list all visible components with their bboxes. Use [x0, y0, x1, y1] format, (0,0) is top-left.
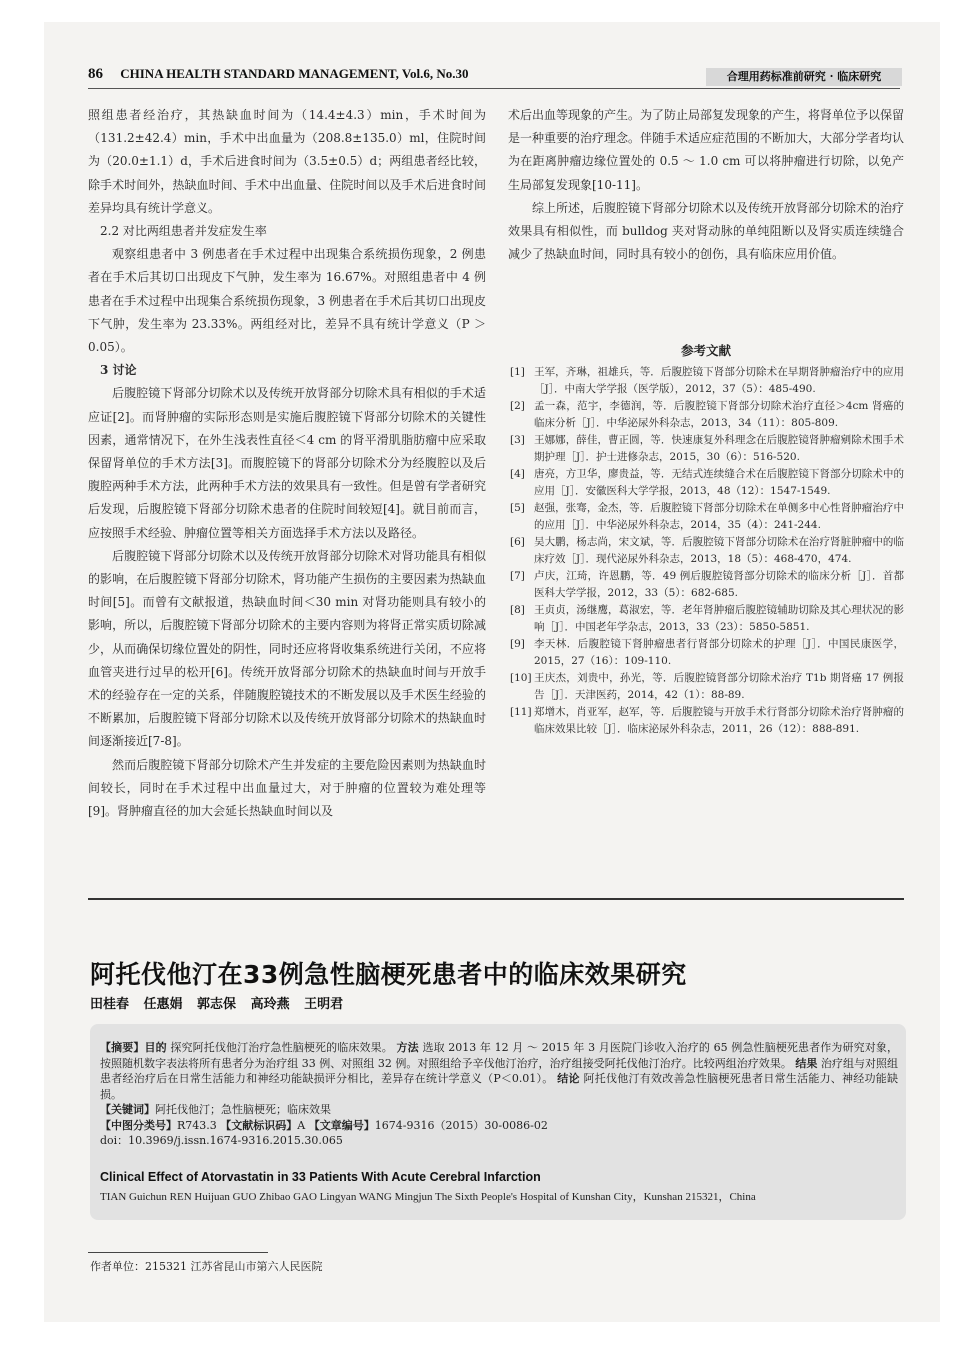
paragraph: 观察组患者中 3 例患者在手术过程中出现集合系统损伤现象，2 例患者在手术后其切口出现皮下气肿，发生率为 16.67%。对照组患者中 4 例患者在手术过程中出现集合系统损伤现象，3 例患者在手术后其切口出现皮下气肿，发生率为 23.33%。两组经对比，差异不具有统计学意义（P ＞ 0.05）。	[88, 247, 486, 355]
reference-text: 赵强，张骞，金杰，等．后腹腔镜下肾部分切除术在单侧多中心性肾肿瘤治疗中的应用［J］．中华泌尿外科杂志，2014，35（4）：241-244.	[534, 502, 904, 531]
article-number-label: 【文章编号】	[308, 1118, 375, 1132]
reference-item	[510, 466, 904, 500]
section-heading: 2.2 对比两组患者并发症发生率	[100, 224, 267, 239]
results-text: 治疗组与对照组患者经治疗后在日常生活能力和神经功能缺损评分相比，差异存在统计学意义（P＜0.01）。	[100, 1056, 899, 1085]
abstract-text	[100, 1040, 898, 1102]
running-header	[88, 66, 469, 83]
reference-text: 王娜娜，薛佳，曹正圆，等．快速康复外科理念在后腹腔镜肾肿瘤剜除术围手术期护理［J］．护士进修杂志，2015，30（6）：516-520.	[534, 434, 904, 463]
reference-number: [5]	[510, 502, 525, 514]
article-authors: 田桂春 任惠娟 郭志保 高玲燕 王明君	[90, 997, 344, 1012]
reference-number: [2]	[510, 400, 525, 412]
reference-number: [11]	[510, 706, 532, 718]
doc-code-label: 【文献标识码】	[220, 1118, 298, 1132]
classification	[100, 1118, 898, 1134]
results-label: 结果	[795, 1056, 818, 1070]
reference-text: 吴大鹏，杨志尚，宋文斌，等．后腹腔镜下肾部分切除术在治疗肾脏肿瘤中的临床疗效［J］．现代泌尿外科杂志，2013，18（5）：468-470，474.	[534, 536, 904, 565]
paragraph: 然而后腹腔镜下肾部分切除术产生并发症的主要危险因素则为热缺血时间较长，同时在手术过程中出血量过大，对于肿瘤的位置较为难处理等[9]。肾肿瘤直径的加大会延长热缺血时间以及	[88, 757, 486, 819]
conclusion-label: 结论	[557, 1072, 580, 1085]
left-column	[88, 104, 486, 823]
article-divider	[88, 898, 904, 900]
reference-number: [8]	[510, 604, 525, 616]
references-title: 参考文献	[680, 343, 731, 358]
keywords	[100, 1102, 898, 1118]
reference-item	[510, 670, 904, 704]
reference-item	[510, 432, 904, 466]
paragraph: 术后出血等现象的产生。为了防止局部复发现象的产生，将肾单位予以保留是一种重要的治疗理念。伴随手术适应症范围的不断加大，大部分学者均认为在距离肿瘤边缘位置处的 0.5 ～ 1.0 cm 可以将肿瘤进行切除，以免产生局部复发现象[10-11]。	[508, 108, 905, 192]
page-number: 86	[88, 66, 103, 82]
references-list	[510, 364, 904, 738]
reference-number: [1]	[510, 366, 525, 378]
paragraph: 后腹腔镜下肾部分切除术以及传统开放肾部分切除术对肾功能具有相似的影响，在后腹腔镜下肾部分切除术，肾功能产生损伤的主要因素为热缺血时间[5]。而曾有文献报道，热缺血时间＜30 min 对肾功能则具有较小的影响，所以，后腹腔镜下肾部分切除术的主要内容则为将肾正常实质切除减少，从而确保切缘位置处的阴性，同时还应将肾收集系统进行关闭，不应将血管夹进行过早的松开[6]。传统开放肾部分切除术的热缺血时间与开放手术的经验存在一定的关系，伴随腹腔镜技术的不断发展以及手术医生经验的不断累加，后腹腔镜下肾部分切除术以及传统开放肾部分切除术的热缺血时间逐渐接近[7-8]。	[88, 548, 486, 749]
reference-item	[510, 636, 904, 670]
objective-text: 探究阿托伐他汀治疗急性脑梗死的临床效果。	[170, 1041, 393, 1054]
reference-number: [6]	[510, 536, 525, 548]
keywords-text: 阿托伐他汀；急性脑梗死；临床效果	[155, 1103, 331, 1116]
paragraph: 后腹腔镜下肾部分切除术以及传统开放肾部分切除术具有相似的手术适应证[2]。而肾肿瘤的实际形态则是实施后腹腔镜下肾部分切除术的关键性因素，通常情况下，在外生浅表性直径＜4 cm 的肾平滑肌脂肪瘤中应采取保留肾单位的手术方法[3]。而腹腔镜下的肾部分切除术分为经腹腔以及后腹腔两种手术方法，此两种手术方法的效果具有一致性。但是曾有学者研究后发现，后腹腔镜下肾部分切除术患者的住院时间较短[4]。就目前而言，应按照手术经验、肿瘤位置等相关方面选择手术方法以及路径。	[88, 386, 486, 540]
section-tag: 合理用药标准前研究 · 临床研究	[706, 68, 902, 86]
journal-name: CHINA HEALTH STANDARD MANAGEMENT, Vol.6, No.30	[120, 66, 469, 81]
reference-item	[510, 602, 904, 636]
abstract-label: 【摘要】	[100, 1041, 145, 1054]
reference-number: [4]	[510, 468, 525, 480]
objective-label: 目的	[144, 1041, 167, 1054]
reference-item	[510, 500, 904, 534]
reference-item	[510, 364, 904, 398]
reference-item	[510, 398, 904, 432]
reference-number: [3]	[510, 434, 525, 446]
methods-label: 方法	[396, 1041, 419, 1054]
doc-code-value: A	[297, 1118, 306, 1132]
footnote-rule	[88, 1252, 268, 1253]
doi: doi：10.3969/j.issn.1674-9316.2015.30.065	[100, 1134, 343, 1147]
reference-text: 唐亮，方卫华，廖贵益，等．无结式连续缝合术在后腹腔镜下肾部分切除术中的应用［J］．安徽医科大学学报，2013，48（12）：1547-1549.	[534, 468, 904, 497]
reference-item	[510, 534, 904, 568]
reference-text: 李天林．后腹腔镜下肾肿瘤患者行肾部分切除术的护理［J］．中国民康医学，2015，27（16）：109-110.	[534, 638, 904, 667]
methods-text: 选取 2013 年 12 月 ～ 2015 年 3 月医院门诊收入治疗的 65 例急性脑梗死患者作为研究对象，按照随机数字表法将所有患者分为治疗组 33 例、对照组 32 例。对照组给予辛伐他汀治疗，治疗组接受阿托伐他汀治疗。比较两组治疗效果。	[100, 1041, 899, 1070]
clc-label: 【中图分类号】	[100, 1118, 177, 1132]
english-title: Clinical Effect of Atorvastatin in 33 Patients With Acute Cerebral Infarction	[100, 1170, 541, 1184]
paragraph: 照组患者经治疗，其热缺血时间为（14.4±4.3）min，手术时间为（131.2±42.4）min，手术中出血量为（208.8±135.0）ml，住院时间为（20.0±1.1）d，手术后进食时间为（3.5±0.5）d；两组患者经比较，除手术时间外，热缺血时间、手术中出血量、住院时间以及手术后进食时间差异均具有统计学意义。	[88, 108, 486, 215]
abstract	[100, 1040, 898, 1149]
reference-number: [10]	[510, 672, 532, 684]
conclusion-text: 阿托伐他汀有效改善急性脑梗死患者日常生活能力、神经功能缺损。	[100, 1072, 899, 1101]
right-column	[508, 104, 904, 266]
section-heading: 3 讨论	[100, 363, 137, 378]
reference-number: [7]	[510, 570, 525, 582]
article-title: 阿托伐他汀在33例急性脑梗死患者中的临床效果研究	[90, 960, 687, 989]
article-number-value: 1674-9316（2015）30-0086-02	[374, 1118, 548, 1132]
reference-item	[510, 704, 904, 738]
header-rule	[88, 88, 900, 89]
reference-text: 王贞贞，汤继鹰，葛淑宏，等．老年肾肿瘤后腹腔镜辅助切除及其心理状况的影响［J］．中国老年学杂志，2013，33（23）：5850-5851.	[534, 604, 904, 633]
reference-text: 郑增木，肖亚军，赵军，等．后腹腔镜与开放手术行肾部分切除术治疗肾肿瘤的临床效果比较［J］．临床泌尿外科杂志，2011，26（12）：888-891.	[534, 706, 904, 735]
reference-text: 孟一森，范宇，李德润，等．后腹腔镜下肾部分切除术治疗直径＞4cm 肾癌的临床分析［J］．中华泌尿外科杂志，2013，34（11）：805-809.	[534, 400, 904, 429]
reference-item	[510, 568, 904, 602]
reference-text: 卢庆，江琦，许恩鹏，等．49 例后腹腔镜肾部分切除术的临床分析［J］．首都医科大学学报，2012，33（5）：682-685.	[534, 570, 904, 599]
author-affiliation-footnote: 作者单位：215321 江苏省昆山市第六人民医院	[90, 1260, 323, 1273]
paragraph: 综上所述，后腹腔镜下肾部分切除术以及传统开放肾部分切除术的治疗效果具有相似性，而 bulldog 夹对肾动脉的单纯阻断以及肾实质连续缝合减少了热缺血时间，同时具有较小的创伤，具有临床应用价值。	[508, 200, 905, 262]
reference-number: [9]	[510, 638, 525, 650]
reference-text: 王军，齐琳，祖雄兵，等．后腹腔镜下肾部分切除术在早期肾肿瘤治疗中的应用［J］．中南大学学报（医学版），2012，37（5）：485-490.	[534, 366, 904, 395]
reference-text: 王庆杰，刘贵中，孙光，等．后腹腔镜肾部分切除术治疗 T1b 期肾癌 17 例报告［J］．天津医药，2014，42（1）：88-89.	[534, 672, 904, 701]
keywords-label: 【关键词】	[100, 1103, 155, 1116]
english-authors: TIAN Guichun REN Huijuan GUO Zhibao GAO Lingyan WANG Mingjun The Sixth People's Hospital of Kunshan City，Kunshan 215321，China	[100, 1191, 756, 1203]
clc-value: R743.3	[177, 1118, 217, 1132]
